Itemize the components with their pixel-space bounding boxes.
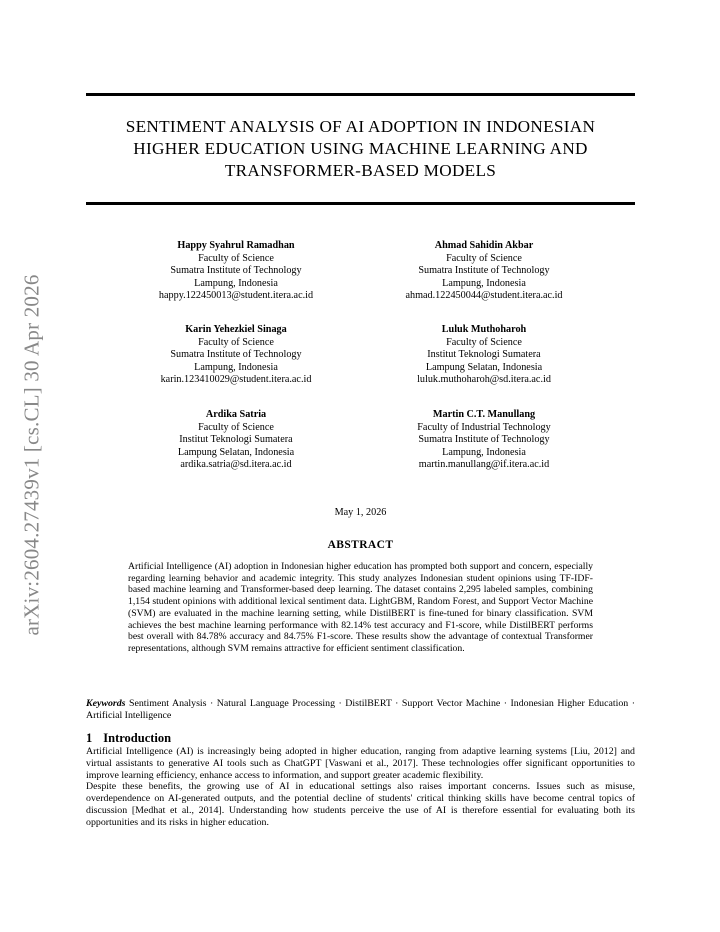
- author-block: [106, 324, 366, 387]
- author-block: [354, 240, 614, 303]
- author-email: martin.manullang@if.itera.ac.id: [418, 459, 550, 470]
- author-faculty: Faculty of Science: [446, 252, 522, 264]
- author-email: luluk.muthoharoh@sd.itera.ac.id: [417, 374, 551, 385]
- title-bottom-rule: [86, 202, 635, 205]
- section-number: 1: [86, 731, 93, 745]
- author-faculty: Faculty of Science: [198, 421, 274, 433]
- author-email: ahmad.122450044@student.itera.ac.id: [405, 290, 563, 301]
- author-location: Lampung Selatan, Indonesia: [177, 446, 295, 458]
- author-name: Karin Yehezkiel Sinaga: [185, 324, 287, 335]
- abstract-text: Artificial Intelligence (AI) adoption in Indonesian higher education has prompted both support and concern, especially regarding learning behavior and academic integrity. This study analyzes Indonesian student opinions using TF-IDF-based machine learning and Transformer-based deep learning. The dataset contains 2,295 labeled samples, combining 1,154 student opinions with additional lexical sentiment data. LightGBM, Random Forest, and Support Vector Machine (SVM) are evaluated in the machine learning setting, while DistilBERT is fine-tuned for binary classification. SVM achieves the best machine learning performance with 82.14% test accuracy and F1-score, while DistilBERT performs best overall with 84.78% accuracy and 84.75% F1-score. These results show the advantage of contextual Transformer representations, although SVM remains attractive for efficient sentiment classification.: [128, 561, 593, 654]
- author-email: ardika.satria@sd.itera.ac.id: [180, 459, 292, 470]
- keywords-text: Sentiment Analysis · Natural Language Processing · DistilBERT · Support Vector Machine · Indonesian Higher Education · Artificial Intelligence: [86, 698, 636, 721]
- author-email: karin.123410029@student.itera.ac.id: [160, 374, 312, 385]
- author-name: Martin C.T. Manullang: [432, 409, 536, 420]
- title-line: HIGHER EDUCATION USING MACHINE LEARNING AND: [133, 139, 588, 158]
- author-institution: Sumatra Institute of Technology: [170, 265, 302, 276]
- title-line: SENTIMENT ANALYSIS OF AI ADOPTION IN INDONESIAN: [125, 117, 596, 136]
- author-block: [354, 409, 614, 472]
- author-location: Lampung, Indonesia: [442, 446, 526, 458]
- author-name: Luluk Muthoharoh: [441, 324, 527, 335]
- author-block: [106, 240, 366, 303]
- author-block: [106, 409, 366, 472]
- author-location: Lampung Selatan, Indonesia: [425, 361, 543, 373]
- author-institution: Sumatra Institute of Technology: [418, 434, 550, 445]
- arxiv-identifier: arXiv:2604.27439v1 [cs.CL] 30 Apr 2026: [19, 274, 44, 636]
- author-institution: Institut Teknologi Sumatera: [179, 434, 293, 445]
- title-line: TRANSFORMER-BASED MODELS: [224, 161, 497, 180]
- paragraph: Despite these benefits, the growing use of AI in educational settings also raises important concerns. Issues such as misuse, overdependence on AI-generated outputs, and the potential decline of students' critical thinking skills have become central topics of discussion [Medhat et al., 2014]. Understanding how students perceive the use of AI is therefore essential for evaluating both its opportunities and its risks in higher education.: [86, 781, 635, 828]
- author-institution: Institut Teknologi Sumatera: [427, 349, 541, 360]
- author-name: Happy Syahrul Ramadhan: [177, 240, 295, 251]
- abstract-heading: ABSTRACT: [327, 539, 394, 551]
- author-location: Lampung, Indonesia: [442, 277, 526, 289]
- author-faculty: Faculty of Industrial Technology: [417, 421, 551, 433]
- keywords: [86, 698, 635, 722]
- keywords-label: Keywords: [86, 698, 126, 709]
- author-block: [354, 324, 614, 387]
- section-heading-introduction: [86, 731, 171, 746]
- section-title: Introduction: [103, 731, 172, 745]
- author-email: happy.122450013@student.itera.ac.id: [158, 290, 314, 301]
- author-location: Lampung, Indonesia: [194, 277, 278, 289]
- paper-title: [86, 116, 635, 182]
- author-institution: Sumatra Institute of Technology: [170, 349, 302, 360]
- publication-date: May 1, 2026: [334, 507, 387, 518]
- author-institution: Sumatra Institute of Technology: [418, 265, 550, 276]
- title-top-rule: [86, 93, 635, 96]
- introduction-body: [86, 746, 635, 829]
- author-faculty: Faculty of Science: [198, 336, 274, 348]
- author-name: Ardika Satria: [205, 409, 267, 420]
- paragraph: Artificial Intelligence (AI) is increasingly being adopted in higher education, ranging from adaptive learning systems [Liu, 2012] and virtual assistants to generative AI tools such as ChatGPT [Vaswani et al., 2017]. These technologies offer significant opportunities to improve learning efficiency, enhance access to information, and support greater academic flexibility.: [86, 746, 635, 781]
- author-faculty: Faculty of Science: [446, 336, 522, 348]
- author-name: Ahmad Sahidin Akbar: [434, 240, 534, 251]
- author-faculty: Faculty of Science: [198, 252, 274, 264]
- author-location: Lampung, Indonesia: [194, 361, 278, 373]
